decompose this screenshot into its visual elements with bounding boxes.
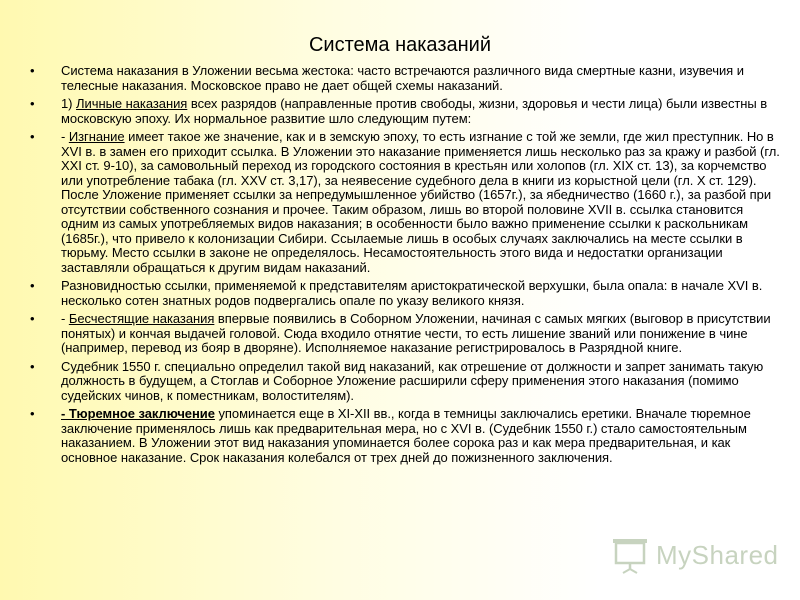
bullet-item <box>30 407 782 465</box>
bullet-text: Система наказания в Уложении весьма жестока: часто встречаются различного вида смертные казни, изувечия и телесные наказания. Московское право не дает общей схемы наказаний. <box>61 63 744 93</box>
bullet-term: Личные наказания <box>76 96 188 111</box>
bullet-list <box>30 64 782 469</box>
bullet-item <box>30 130 782 275</box>
bullet-prefix: 1) <box>61 96 77 111</box>
bullet-term: - Тюремное заключение <box>61 406 215 421</box>
watermark-logo <box>610 536 779 576</box>
bullet-prefix: - <box>61 311 69 326</box>
bullet-item <box>30 64 782 93</box>
bullet-term: Бесчестящие наказания <box>68 311 215 326</box>
bullet-text: имеет такое же значение, как и в земскую эпоху, то есть изгнание с той же земли, где жил преступник. Но в XVI в. в замен его приходит ссылка. В Уложении это наказание применяется лишь несколько раз за кражу и разбой (гл. XXI ст. 9-10), за самовольный переход из городского состояния в крестьян или холопов (гл. XIX ст. 13), за корчемство или употребление табака (гл. XXV ст. 3,17), за неявесение судебного дела в книги из корыстной цели (гл. X ст. 129). После Уложение применяет ссылки за непредумышленное убийство (1657г.), за ябедничество (1660 г.), за разбой при отсутствии собственного сознания и прочее. Таким образом, лишь во второй половине XVII в. ссылка становится одним из самых употребляемых видов наказания; в особенности было важно применение ссылки к раскольникам (1685г.), что привело к колонизации Сибири. Ссылаемые лишь в особых случаях заключались на месте ссылки в тюрьму. Место ссылки в законе не определялось. Несамостоятельность этого вида и недостатки организации заставляли обращаться к другим видам наказаний. <box>61 129 780 275</box>
bullet-text: упоминается еще в XI-XII вв., когда в темницы заключались еретики. Вначале тюремное заключение применялось лишь как предварительная мера, но с XVI в. (Судебник 1550 г.) стало самостоятельным наказанием. В Уложении этот вид наказания упоминается более сорока раз и как мера предварительная, и как основное наказание. Срок наказания колебался от трех дней до пожизненного заключения. <box>61 406 751 465</box>
projector-screen-icon <box>610 536 652 574</box>
bullet-item <box>30 360 782 404</box>
bullet-item <box>30 97 782 126</box>
bullet-text: Разновидностью ссылки, применяемой к представителям аристократической верхушки, была опала: в начале XVI в. несколько сотен знатных родов подвергались опале по указу великого князя. <box>61 278 763 308</box>
bullet-prefix: - <box>61 129 69 144</box>
bullet-text: впервые появились в Соборном Уложении, начиная с самых мягких (выговор в присутствии понятых) и кончая выдачей головой. Сюда входило отнятие чести, то есть лишение званий или понижение в чине (например, перевод из бояр в дворяне). Исполняемое наказание регистрировалось в Разрядной книге. <box>61 311 771 355</box>
bullet-item <box>30 279 782 308</box>
bullet-text: Судебник 1550 г. специально определил такой вид наказаний, как отрешение от должности и запрет занимать такую должность в будущем, а Стоглав и Соборное Уложение расширили сферу применения этого наказания (помимо судейских чинов, к поместникам, волостителям). <box>61 358 764 403</box>
logo-text: MyShared <box>656 540 779 570</box>
bullet-text: всех разрядов (направленные против свободы, жизни, здоровья и чести лица) были известны в московскую эпоху. Их нормальное развитие шло следующим путем: <box>61 96 768 126</box>
bullet-term: Изгнание <box>68 129 125 144</box>
bullet-item <box>30 312 782 356</box>
slide-title: Система наказаний <box>308 34 492 56</box>
